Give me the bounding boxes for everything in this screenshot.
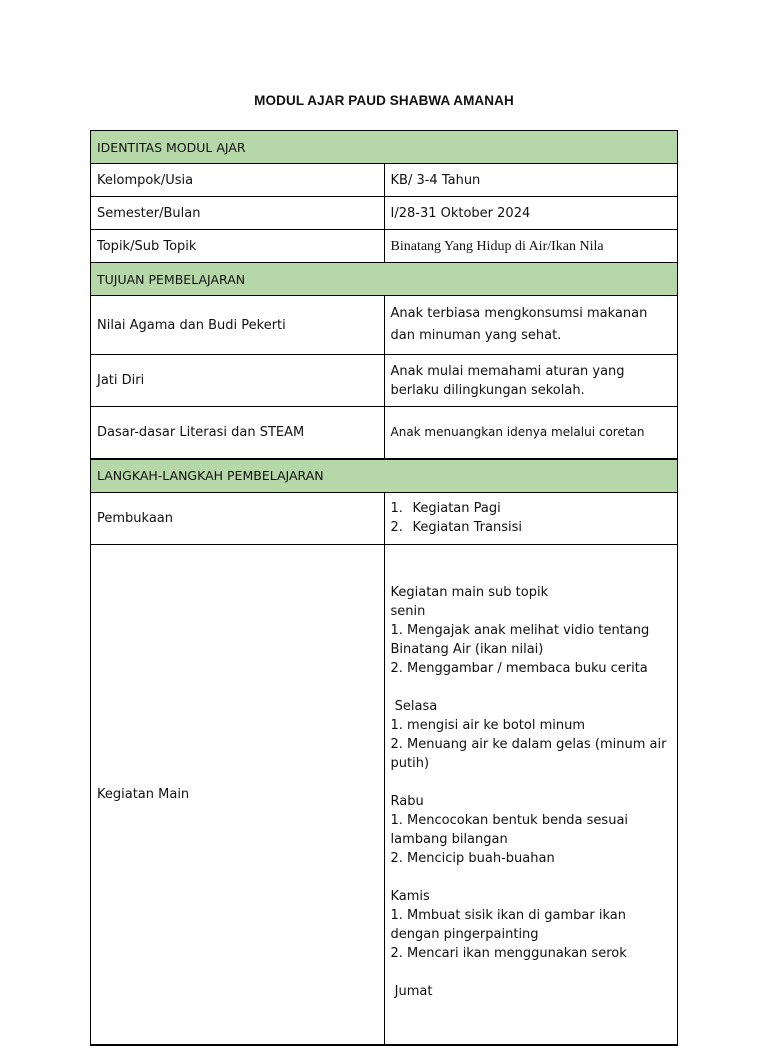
row-kegiatan-main [91, 544, 678, 1045]
section-identitas [91, 131, 678, 164]
jati-diri-label: Jati Diri [91, 355, 385, 407]
literasi-label: Dasar-dasar Literasi dan STEAM [91, 407, 385, 459]
main-line: 1. mengisi air ke botol minum [390, 717, 585, 733]
section-langkah [91, 459, 678, 493]
main-line: Jumat [390, 983, 433, 999]
row-pembukaan [91, 492, 678, 544]
main-line [391, 678, 672, 697]
kelompok-value: KB/ 3-4 Tahun [384, 164, 678, 197]
main-line: 2. Mencari ikan menggunakan serok [390, 945, 627, 961]
list-number: 2. [390, 520, 403, 535]
section-tujuan [91, 263, 678, 296]
kegiatan-main-content [384, 544, 678, 1045]
pembukaan-item [391, 499, 672, 518]
main-line: 1. Mmbuat sisik ikan di gambar ikan dengan pingerpainting [390, 907, 631, 942]
main-line [391, 963, 672, 982]
list-number: 1. [390, 501, 403, 516]
main-line: 1. Mencocokan bentuk benda sesuai lambang bilangan [390, 812, 633, 847]
main-line: Selasa [390, 698, 438, 714]
kegiatan-main-label: Kegiatan Main [91, 544, 385, 1045]
main-line [391, 773, 672, 792]
main-line: Rabu [390, 793, 424, 809]
main-line: 1. Mengajak anak melihat vidio tentang Binatang Air (ikan nilai) [390, 622, 654, 657]
main-line: 2. Menggambar / membaca buku cerita [390, 660, 648, 676]
semester-label: Semester/Bulan [91, 197, 385, 230]
nilai-agama-label: Nilai Agama dan Budi Pekerti [91, 296, 385, 355]
main-line: Kegiatan main sub topik [390, 584, 549, 600]
main-line: Kamis [390, 888, 430, 904]
semester-value: I/28-31 Oktober 2024 [384, 197, 678, 230]
row-semester [91, 197, 678, 230]
list-text: Kegiatan Transisi [412, 520, 522, 535]
kelompok-label: Kelompok/Usia [91, 164, 385, 197]
row-topik [91, 230, 678, 263]
nilai-agama-value: Anak terbiasa mengkonsumsi makanan dan minuman yang sehat. [384, 296, 678, 355]
main-line: senin [390, 603, 426, 619]
pembukaan-list [384, 492, 678, 544]
main-line [391, 868, 672, 887]
row-kelompok [91, 164, 678, 197]
list-text: Kegiatan Pagi [412, 501, 501, 516]
section-header-langkah: LANGKAH-LANGKAH PEMBELAJARAN [91, 459, 678, 493]
row-jati-diri [91, 355, 678, 407]
row-nilai-agama [91, 296, 678, 355]
pembukaan-label: Pembukaan [91, 492, 385, 544]
main-line: 2. Menuang air ke dalam gelas (minum air putih) [390, 736, 671, 771]
row-literasi [91, 407, 678, 459]
literasi-value: Anak menuangkan idenya melalui coretan [384, 407, 678, 459]
module-table [90, 130, 678, 1046]
topik-value: Binatang Yang Hidup di Air/Ikan Nila [384, 230, 678, 263]
topik-label: Topik/Sub Topik [91, 230, 385, 263]
section-header-tujuan: TUJUAN PEMBELAJARAN [91, 263, 678, 296]
document-title: MODUL AJAR PAUD SHABWA AMANAH [254, 93, 514, 108]
section-header-identitas: IDENTITAS MODUL AJAR [91, 131, 678, 164]
pembukaan-item [391, 518, 672, 537]
jati-diri-value: Anak mulai memahami aturan yang berlaku dilingkungan sekolah. [384, 355, 678, 407]
main-line: 2. Mencicip buah-buahan [390, 850, 555, 866]
